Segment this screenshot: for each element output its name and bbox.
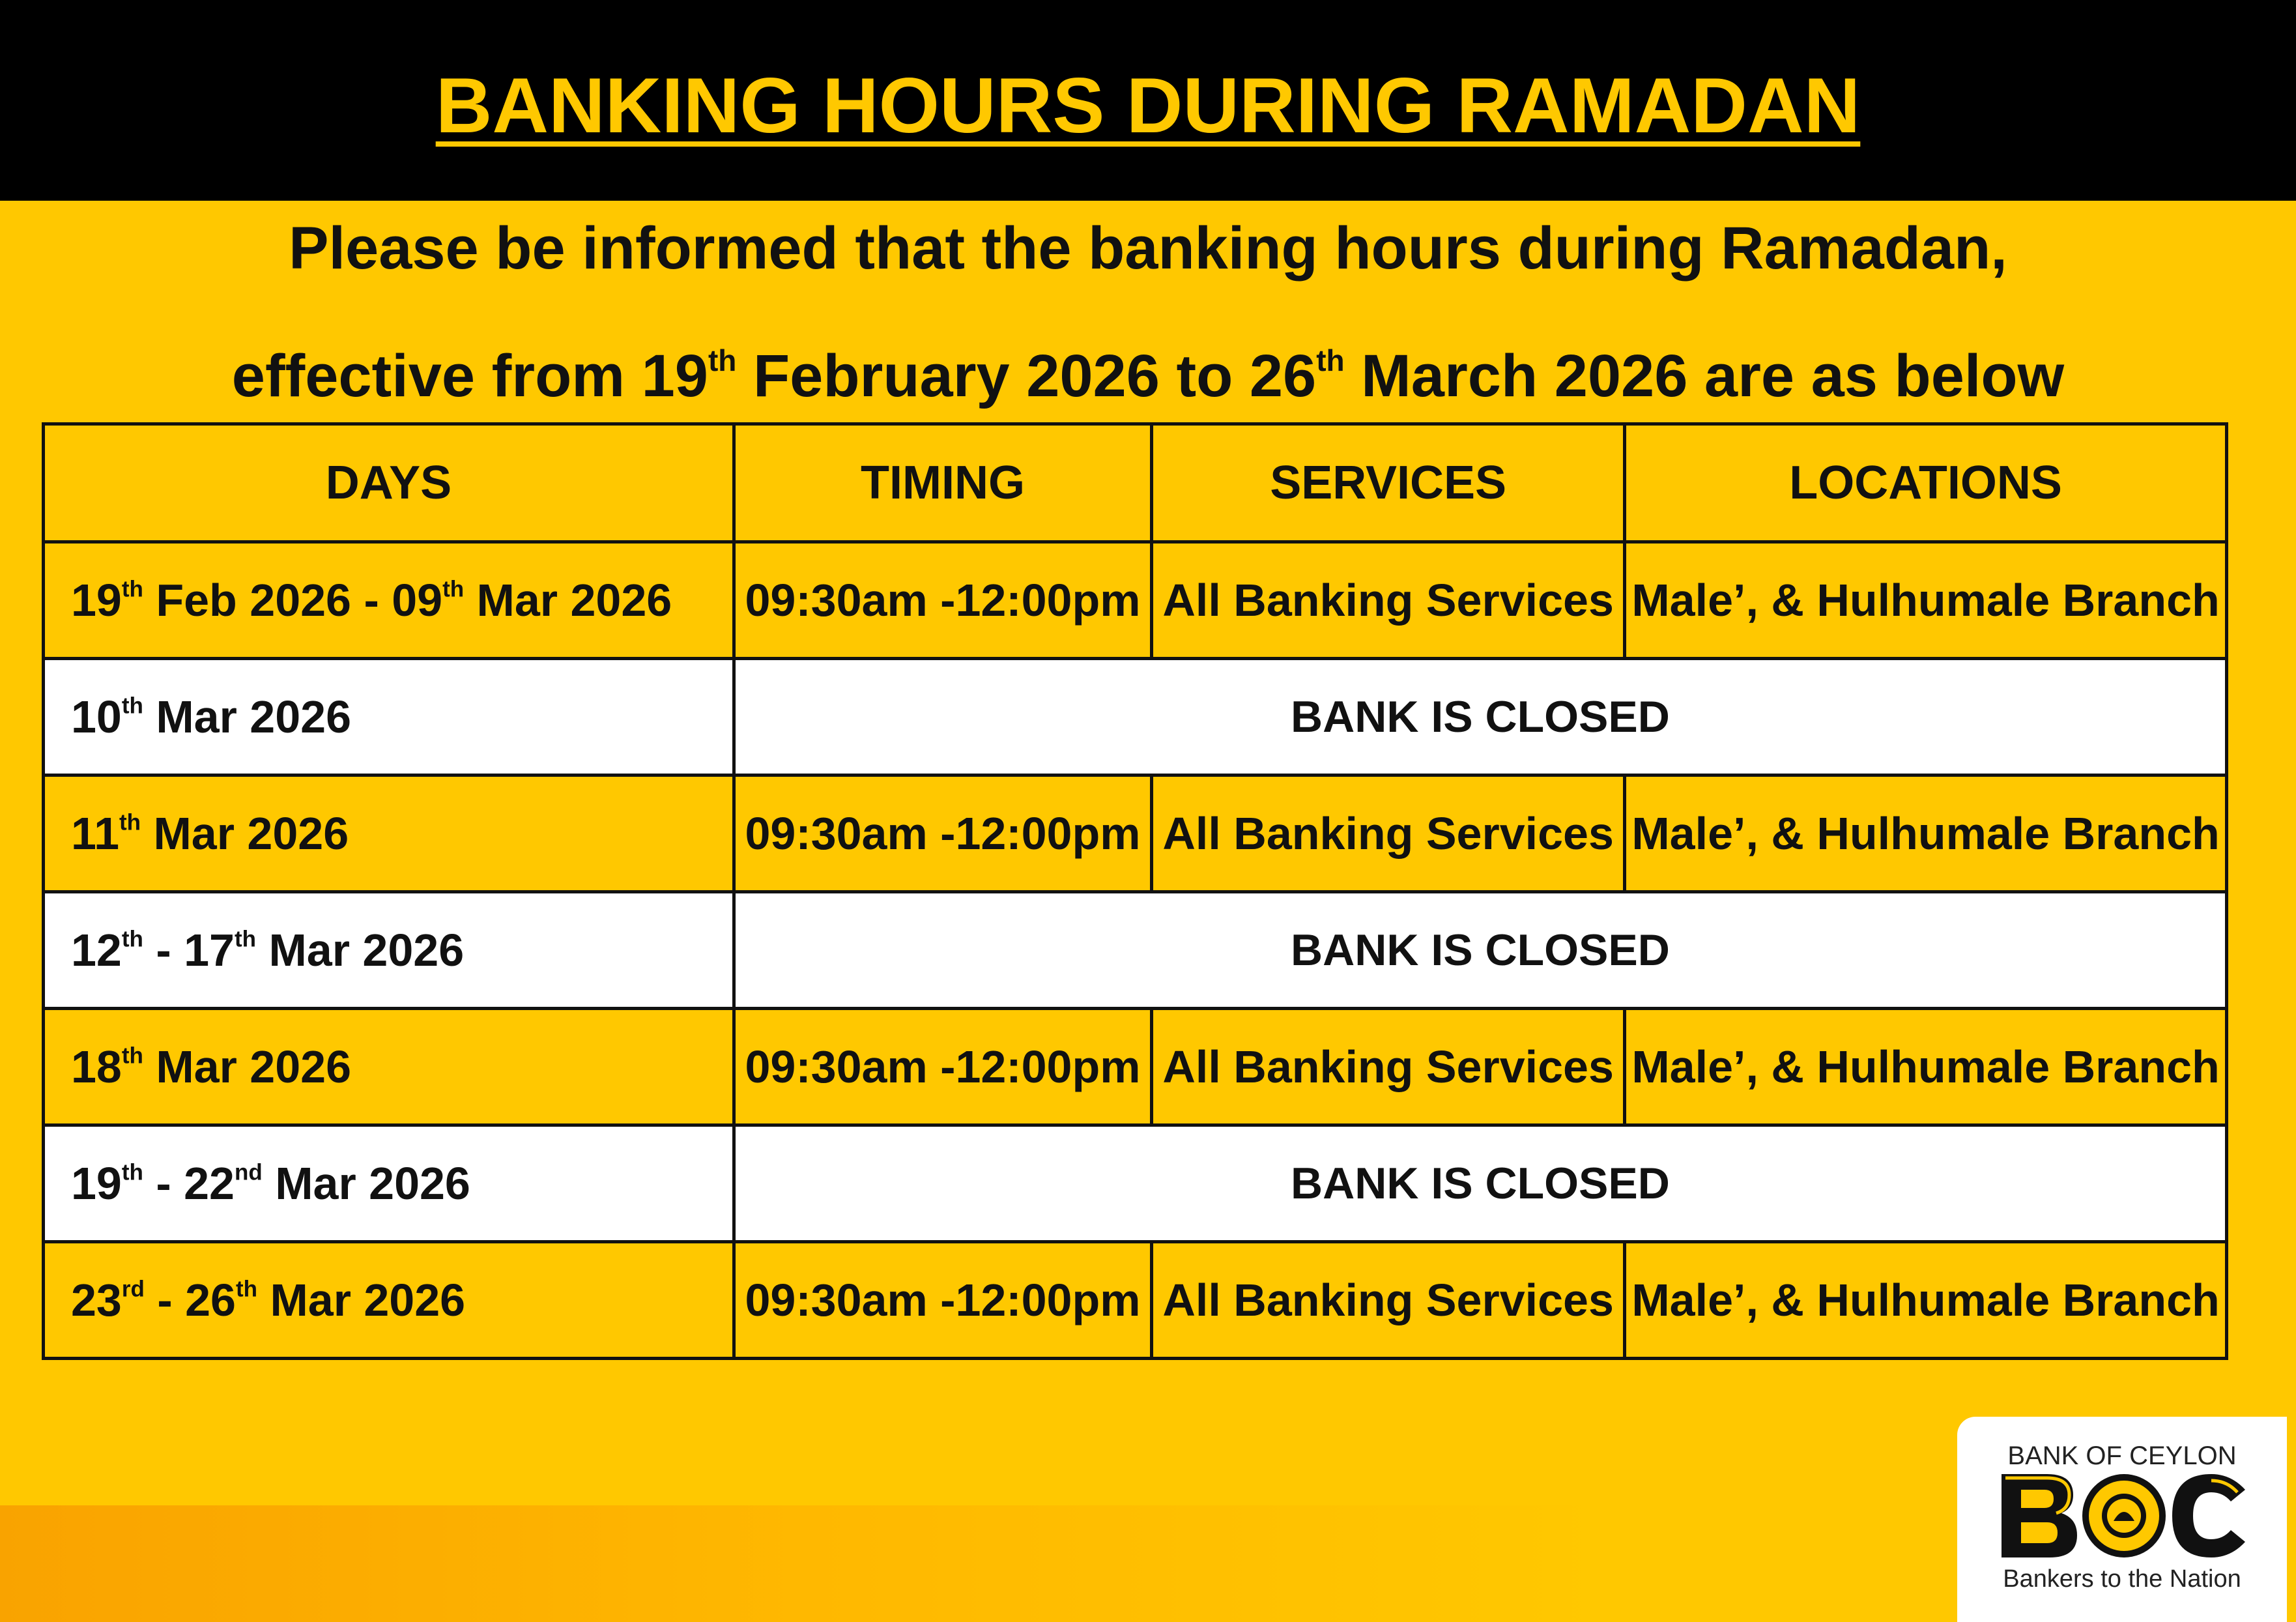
cell-days [44, 1009, 734, 1125]
day-suffix: nd [235, 1159, 263, 1185]
cell-days [44, 775, 734, 892]
header-timing: TIMING [734, 424, 1151, 542]
banking-hours-table [42, 422, 2228, 1360]
day-text: Mar 2026 [464, 575, 672, 626]
day-suffix: th [121, 926, 143, 952]
header-locations: LOCATIONS [1625, 424, 2227, 542]
day-text: 19 [71, 1158, 122, 1209]
table-row [44, 1125, 2227, 1242]
cell-timing: 09:30am -12:00pm [734, 775, 1151, 892]
day-suffix: th [121, 576, 143, 602]
cell-timing: 09:30am -12:00pm [734, 542, 1151, 659]
day-suffix: th [121, 693, 143, 719]
cell-days [44, 1242, 734, 1359]
day-text: - 17 [143, 925, 235, 976]
cell-services: All Banking Services [1152, 1009, 1625, 1125]
day-suffix: th [235, 926, 257, 952]
day-text: Mar 2026 [143, 691, 352, 742]
day-text: Mar 2026 [143, 1041, 352, 1092]
intro-line-1: Please be informed that the banking hours during Ramadan, [289, 215, 2007, 282]
cell-timing: 09:30am -12:00pm [734, 1242, 1151, 1359]
day-text: 19 [71, 575, 122, 626]
day-text: Mar 2026 [257, 1275, 466, 1325]
cell-services: All Banking Services [1152, 775, 1625, 892]
table-row [44, 892, 2227, 1009]
cell-days [44, 1125, 734, 1242]
table-row [44, 659, 2227, 775]
bank-logo [1957, 1417, 2287, 1622]
day-suffix: rd [121, 1276, 145, 1302]
cell-days [44, 542, 734, 659]
day-text: 23 [71, 1275, 122, 1325]
cell-location: Male’, & Hulhumale Branch [1625, 1009, 2227, 1125]
header-days: DAYS [44, 424, 734, 542]
intro-line-2: effective from 19th February 2026 to 26th March 2026 are as below [231, 343, 2065, 409]
day-text: 11 [71, 808, 119, 859]
logo-tagline: Bankers to the Nation [2003, 1565, 2241, 1593]
table-row [44, 1009, 2227, 1125]
header-services: SERVICES [1152, 424, 1625, 542]
day-text: Mar 2026 [141, 808, 349, 859]
day-text: - 22 [143, 1158, 235, 1209]
cell-location: Male’, & Hulhumale Branch [1625, 1242, 2227, 1359]
page-title: BANKING HOURS DURING RAMADAN [435, 62, 1861, 149]
table-row [44, 775, 2227, 892]
table-body [44, 542, 2227, 1359]
table-row [44, 1242, 2227, 1359]
cell-location: Male’, & Hulhumale Branch [1625, 542, 2227, 659]
day-text: Mar 2026 [256, 925, 465, 976]
cell-location: Male’, & Hulhumale Branch [1625, 775, 2227, 892]
day-suffix: th [121, 1043, 143, 1069]
day-text: 10 [71, 691, 122, 742]
cell-closed-status: BANK IS CLOSED [734, 892, 2226, 1009]
day-text: 18 [71, 1041, 122, 1092]
cell-closed-status: BANK IS CLOSED [734, 1125, 2226, 1242]
table-row [44, 542, 2227, 659]
day-suffix: th [235, 1276, 257, 1302]
bottom-gradient [0, 1505, 2296, 1622]
day-text: 12 [71, 925, 122, 976]
cell-closed-status: BANK IS CLOSED [734, 659, 2226, 775]
day-suffix: th [119, 809, 141, 835]
cell-days [44, 892, 734, 1009]
logo-bank-name: BANK OF CEYLON [2007, 1441, 2237, 1470]
cell-services: All Banking Services [1152, 542, 1625, 659]
cell-timing: 09:30am -12:00pm [734, 1009, 1151, 1125]
day-text: Feb 2026 - 09 [143, 575, 443, 626]
cell-services: All Banking Services [1152, 1242, 1625, 1359]
day-text: - 26 [144, 1275, 236, 1325]
day-text: Mar 2026 [262, 1158, 470, 1209]
boc-logo-mark [1996, 1470, 2250, 1561]
day-suffix: th [442, 576, 465, 602]
day-suffix: th [121, 1159, 143, 1185]
cell-days [44, 659, 734, 775]
